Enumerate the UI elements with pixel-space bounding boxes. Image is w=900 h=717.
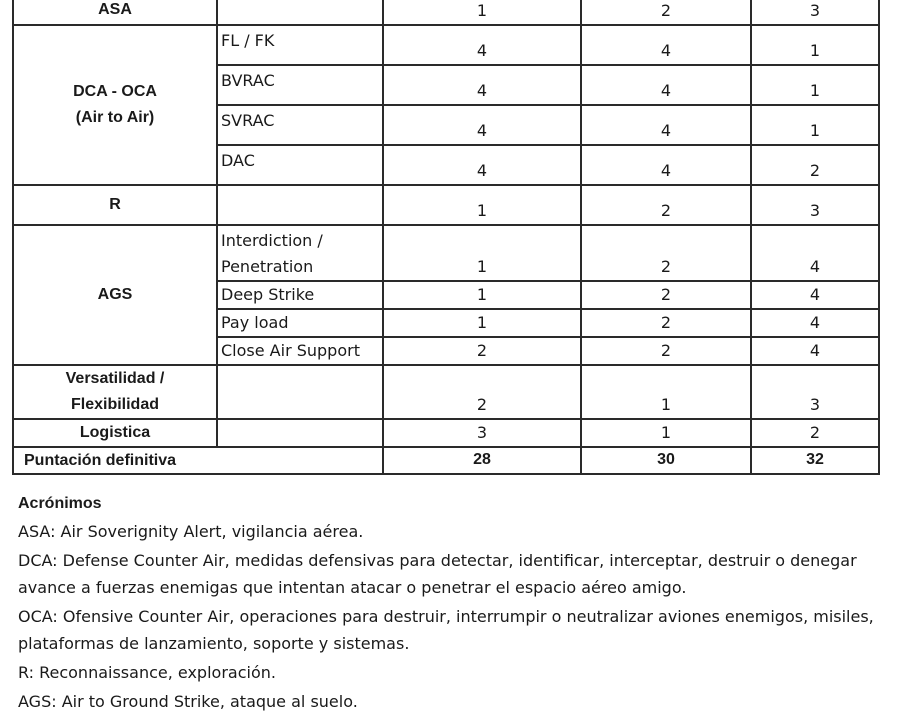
total-label: Puntación definitiva <box>13 447 217 474</box>
acronym-line: R: Reconnaissance, exploración. <box>18 663 276 682</box>
score-cell: 2 <box>581 0 751 25</box>
score-cell: 4 <box>383 65 581 105</box>
table-row <box>13 225 879 281</box>
score-cell: 2 <box>383 365 581 419</box>
subcategory-cell <box>217 365 383 419</box>
score-cell: 1 <box>581 365 751 419</box>
score-cell: 4 <box>581 105 751 145</box>
score-cell: 3 <box>383 419 581 447</box>
total-row <box>13 447 879 474</box>
subcategory-cell <box>217 0 383 25</box>
category-line: Versatilidad / <box>65 370 165 387</box>
table-row <box>13 419 879 447</box>
blank-cell <box>217 447 383 474</box>
score-cell: 2 <box>581 309 751 337</box>
score-cell: 2 <box>751 419 879 447</box>
subcategory-line: Interdiction / <box>221 231 323 250</box>
score-cell: 1 <box>751 105 879 145</box>
acronyms-title: Acrónimos <box>18 495 102 512</box>
category-cell: Logistica <box>13 419 217 447</box>
score-cell: 3 <box>751 365 879 419</box>
subcategory-line: Penetration <box>221 257 314 276</box>
subcategory-cell: Deep Strike <box>217 281 383 309</box>
category-line: DCA - OCA <box>73 83 157 100</box>
score-cell: 1 <box>751 65 879 105</box>
total-score: 32 <box>751 447 879 474</box>
score-cell: 3 <box>751 185 879 225</box>
score-cell: 4 <box>383 105 581 145</box>
score-cell: 4 <box>581 65 751 105</box>
subcategory-cell: BVRAC <box>217 65 383 105</box>
score-cell: 4 <box>581 145 751 185</box>
subcategory-cell: Close Air Support <box>217 337 383 365</box>
score-cell: 2 <box>581 337 751 365</box>
score-cell: 1 <box>581 419 751 447</box>
category-line: (Air to Air) <box>75 109 155 126</box>
score-cell: 4 <box>751 281 879 309</box>
score-cell: 1 <box>383 309 581 337</box>
total-score: 28 <box>383 447 581 474</box>
score-cell: 2 <box>581 185 751 225</box>
total-score: 30 <box>581 447 751 474</box>
score-cell: 4 <box>751 337 879 365</box>
table-row <box>13 25 879 65</box>
score-cell: 1 <box>383 225 581 281</box>
subcategory-cell: FL / FK <box>217 25 383 65</box>
acronym-line: DCA: Defense Counter Air, medidas defensivas para detectar, identificar, interceptar, destruir o denegar avance a fuerzas enemigas que intentan atacar o penetrar el espacio aéreo amigo. <box>18 551 857 597</box>
score-cell: 4 <box>383 145 581 185</box>
score-cell: 2 <box>581 225 751 281</box>
score-cell: 1 <box>751 25 879 65</box>
subcategory-cell: DAC <box>217 145 383 185</box>
category-cell <box>13 365 217 419</box>
subcategory-cell: Pay load <box>217 309 383 337</box>
subcategory-cell <box>217 225 383 281</box>
score-cell: 1 <box>383 185 581 225</box>
subcategory-cell <box>217 419 383 447</box>
score-cell: 1 <box>383 0 581 25</box>
category-cell: AGS <box>13 225 217 365</box>
score-cell: 2 <box>751 145 879 185</box>
score-cell: 4 <box>751 225 879 281</box>
acronym-line: ASA: Air Soverignity Alert, vigilancia aérea. <box>18 522 364 541</box>
score-cell: 4 <box>581 25 751 65</box>
category-cell: ASA <box>13 0 217 25</box>
category-cell: R <box>13 185 217 225</box>
score-cell: 4 <box>751 309 879 337</box>
acronym-line: OCA: Ofensive Counter Air, operaciones para destruir, interrumpir o neutralizar aviones enemigos, misiles, plataformas de lanzamiento, soporte y sistemas. <box>18 607 874 653</box>
scores-table <box>12 0 880 475</box>
score-cell: 3 <box>751 0 879 25</box>
category-line: Flexibilidad <box>70 396 159 413</box>
score-cell: 4 <box>383 25 581 65</box>
table-row <box>13 185 879 225</box>
score-cell: 2 <box>581 281 751 309</box>
subcategory-cell: SVRAC <box>217 105 383 145</box>
subcategory-cell <box>217 185 383 225</box>
table-row <box>13 365 879 419</box>
score-cell: 2 <box>383 337 581 365</box>
table-row <box>13 0 879 25</box>
acronyms-section <box>18 490 888 717</box>
acronym-line: AGS: Air to Ground Strike, ataque al suelo. <box>18 692 358 711</box>
category-cell <box>13 25 217 185</box>
score-cell: 1 <box>383 281 581 309</box>
